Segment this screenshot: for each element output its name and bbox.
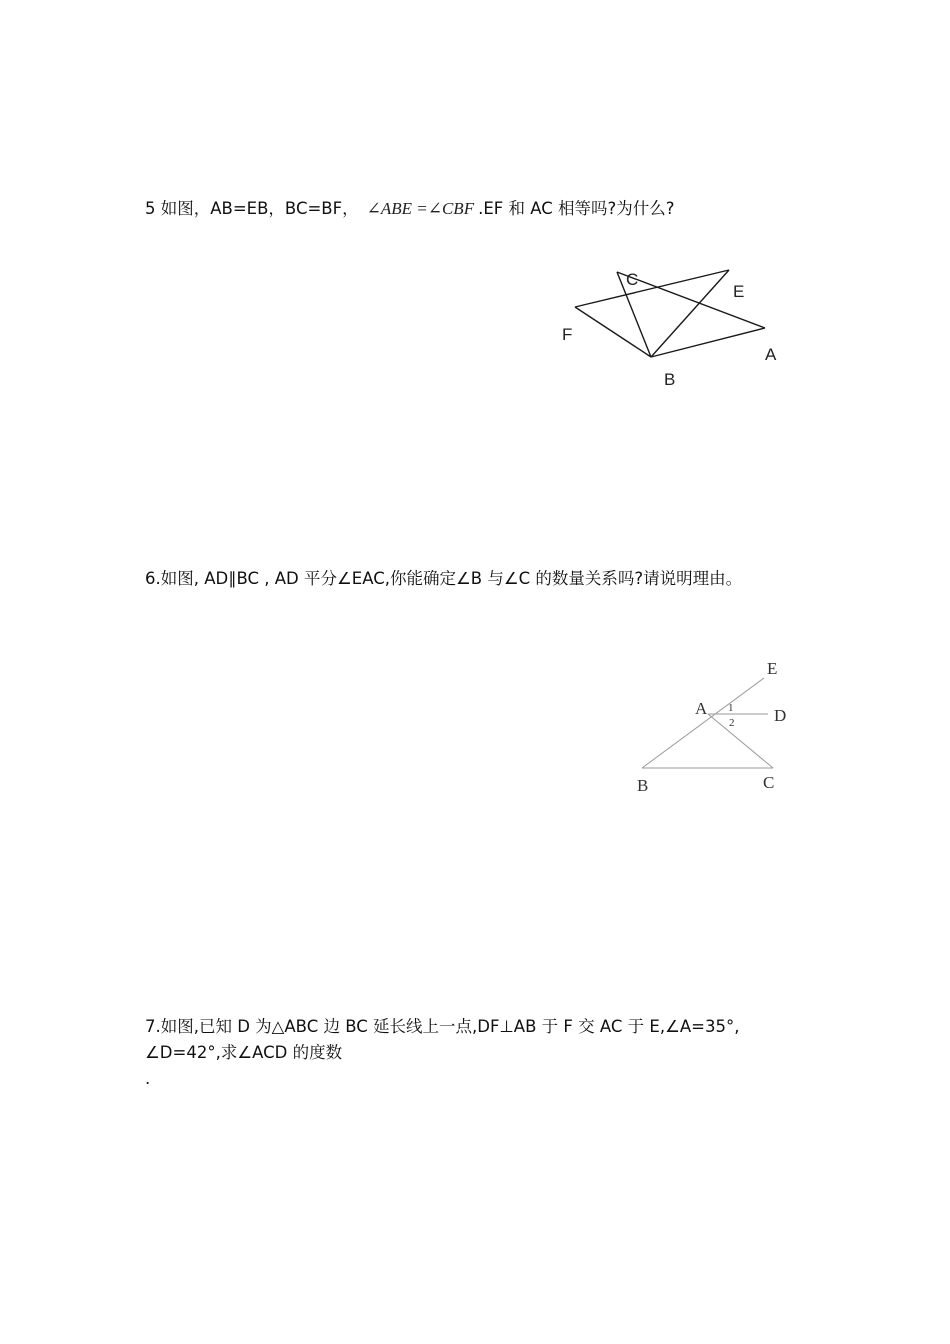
q7-line3: . <box>145 1069 151 1088</box>
q5-label-A: A <box>765 345 777 364</box>
q6-label-A: A <box>695 699 708 718</box>
q5-label-E: E <box>733 282 745 301</box>
question-5 <box>145 196 675 222</box>
q7-line1: 7.如图,已知 D 为△ABC 边 BC 延长线上一点,DF⊥AB 于 F 交 AC 于 E,∠A=35°, <box>145 1017 740 1036</box>
q6-line-BE <box>642 678 764 768</box>
q5-line-FB <box>575 307 651 357</box>
q5-line-FE <box>575 270 729 307</box>
q5-label-F: F <box>562 325 573 344</box>
q6-figure-lines <box>642 678 773 768</box>
q5-math-angles: ∠ABE =∠CBF <box>366 199 475 218</box>
q6-label-C: C <box>763 773 775 792</box>
q6-line-AC <box>708 714 773 768</box>
q6-label-E: E <box>767 659 778 678</box>
q5-text-b: .EF 和 AC 相等吗?为什么? <box>478 199 675 218</box>
q5-line-BA <box>651 328 765 357</box>
q5-figure-lines <box>575 270 765 357</box>
q5-label-C: C <box>626 270 639 289</box>
q5-line-BE <box>651 270 729 357</box>
q5-line-CA <box>617 272 765 328</box>
question-7-line-3 <box>145 1066 150 1092</box>
question-6 <box>145 566 742 592</box>
q5-line-BC <box>617 272 651 357</box>
q5-text-a: 5 如图，AB=EB，BC=BF， <box>145 199 359 218</box>
question-7-line-2 <box>145 1040 342 1066</box>
q6-label-D: D <box>774 706 787 725</box>
q6-text: 6.如图, AD∥BC , AD 平分∠EAC,你能确定∠B 与∠C 的数量关系吗?请说明理由。 <box>145 569 743 588</box>
q7-line2: ∠D=42°,求∠ACD 的度数 <box>145 1043 343 1062</box>
q6-label-B: B <box>637 776 649 795</box>
question-7-line-1 <box>145 1014 739 1040</box>
q6-label-angle-2: 2 <box>729 717 735 729</box>
q5-label-B: B <box>664 370 676 389</box>
q6-label-angle-1: 1 <box>728 702 734 714</box>
